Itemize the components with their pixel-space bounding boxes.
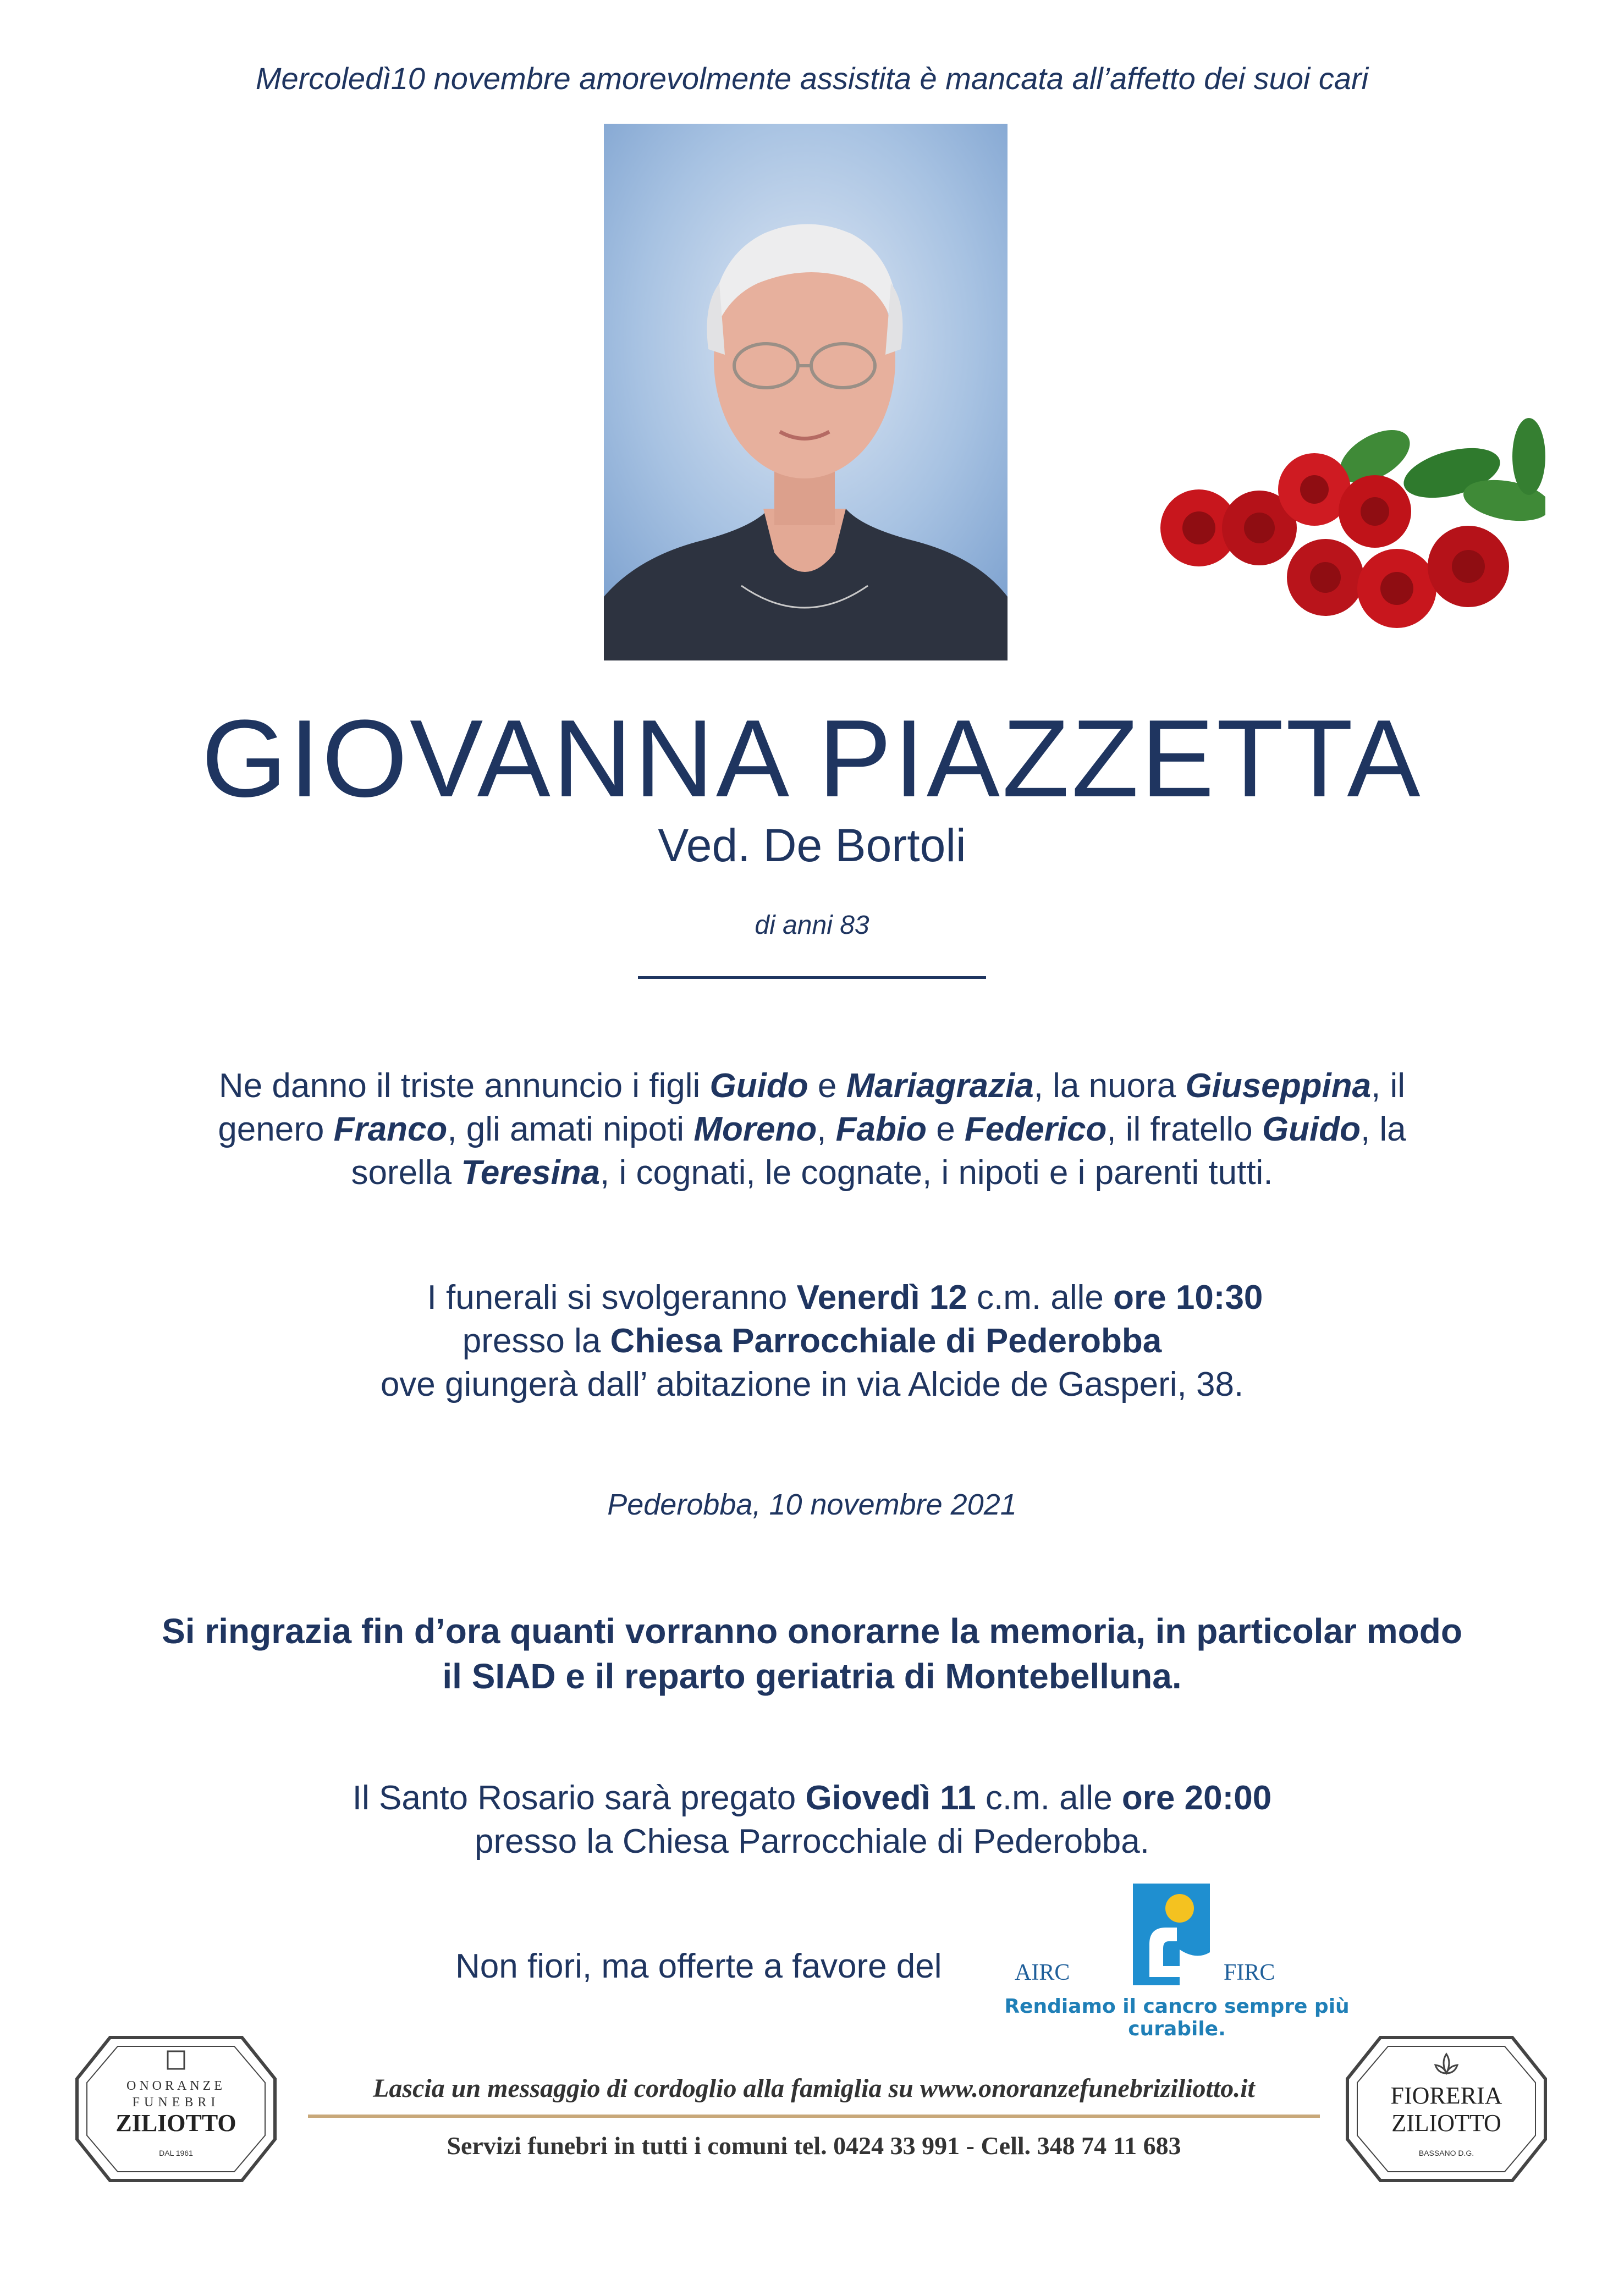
rosary-time: ore 20:00 <box>1121 1779 1272 1817</box>
text: , gli amati nipoti <box>447 1110 694 1148</box>
text: , i cognati, le cognate, i nipoti e i parenti tutti. <box>600 1154 1273 1192</box>
text: ove giungerà dall’ abitazione in via Alcide de Gasperi, 38. <box>380 1365 1244 1403</box>
text: presso la Chiesa Parrocchiale di Pederobba. <box>475 1822 1149 1860</box>
family-name: Federico <box>964 1110 1107 1148</box>
funeral-day: Venerdì 12 <box>796 1279 967 1317</box>
rosary-day: Giovedì 11 <box>805 1779 976 1817</box>
funeral-place: Chiesa Parrocchiale di Pederobba <box>610 1322 1162 1360</box>
age: di anni 83 <box>755 911 869 940</box>
airc-tagline: Rendiamo il cancro sempre più curabile. <box>1004 1995 1350 2040</box>
text: , la nuora <box>1033 1067 1186 1105</box>
family-name: Guido <box>709 1067 808 1105</box>
text: Ne danno il triste annuncio i figli <box>218 1067 710 1105</box>
text: Il Santo Rosario sarà pregato <box>352 1779 806 1817</box>
text: e <box>808 1067 846 1105</box>
deceased-name: GIOVANNA PIAZZETTA <box>201 697 1423 820</box>
text: I funerali si svolgeranno <box>427 1279 797 1317</box>
footer-services: Servizi funebri in tutti i comuni tel. 0424 33 991 - Cell. 348 74 11 683 <box>447 2132 1181 2160</box>
logo-text: FIORERIA <box>1390 2082 1502 2109</box>
logo-text: ONORANZE <box>126 2079 225 2093</box>
logo-text: FUNEBRI <box>132 2095 220 2110</box>
logo-text: BASSANO D.G. <box>1418 2149 1474 2157</box>
red-roses-image <box>1144 390 1545 643</box>
family-name: Franco <box>333 1110 448 1148</box>
funeral-time: ore 10:30 <box>1113 1279 1263 1317</box>
text: , <box>817 1110 836 1148</box>
rosary-paragraph <box>0 1776 1624 1863</box>
text: c.m. alle <box>976 1779 1122 1817</box>
family-name: Teresina <box>461 1154 601 1192</box>
divider-line <box>638 976 986 979</box>
text: e <box>926 1110 965 1148</box>
text: , il <box>1371 1067 1406 1105</box>
funeral-paragraph <box>0 1276 1624 1406</box>
logo-text: DAL 1961 <box>159 2149 193 2157</box>
text: presso la <box>462 1322 610 1360</box>
announcement-paragraph <box>0 1064 1624 1194</box>
footer-divider <box>308 2115 1320 2118</box>
donation-text: Non fiori, ma offerte a favore del <box>455 1947 942 1985</box>
family-name: Fabio <box>835 1110 927 1148</box>
thanks-line: Si ringrazia fin d’ora quanti vorranno onorarne la memoria, in particolar modo <box>162 1611 1462 1651</box>
family-name: Giuseppina <box>1185 1067 1372 1105</box>
firc-label: FIRC <box>1224 1960 1275 1985</box>
thanks-paragraph <box>0 1609 1624 1699</box>
widow-of: Ved. De Bortoli <box>658 819 966 871</box>
portrait-illustration <box>604 124 1008 660</box>
fioreria-ziliotto-logo <box>1342 2027 1551 2192</box>
ziliotto-funeral-logo <box>71 2027 280 2192</box>
family-name: Guido <box>1262 1110 1361 1148</box>
portrait-photo <box>604 124 1008 660</box>
text: , il fratello <box>1106 1110 1262 1148</box>
thanks-line: il SIAD e il reparto geriatria di Montebelluna. <box>442 1656 1182 1696</box>
family-name: Mariagrazia <box>846 1067 1034 1105</box>
text: genero <box>218 1110 334 1148</box>
logo-text: ZILIOTTO <box>1391 2110 1501 2137</box>
airc-label: AIRC <box>1015 1960 1070 1985</box>
header-text: Mercoledì10 novembre amorevolmente assistita è mancata all’affetto dei suoi cari <box>255 61 1369 96</box>
text: , la <box>1360 1110 1406 1148</box>
footer-message: Lascia un messaggio di cordoglio alla famiglia su www.onoranzefunebriziliotto.it <box>373 2074 1255 2103</box>
family-name: Moreno <box>693 1110 817 1148</box>
place-date: Pederobba, 10 novembre 2021 <box>607 1488 1017 1521</box>
logo-text: ZILIOTTO <box>115 2110 236 2137</box>
text: sorella <box>351 1154 461 1192</box>
text: c.m. alle <box>967 1279 1114 1317</box>
